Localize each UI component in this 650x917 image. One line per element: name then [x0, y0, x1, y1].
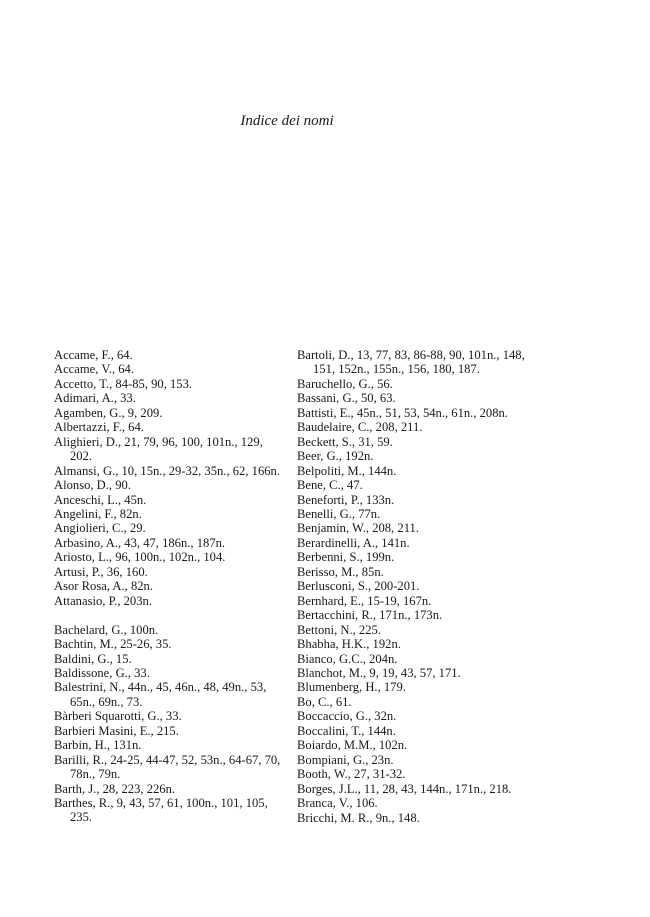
index-entry: Anceschi, L., 45n.	[54, 492, 147, 507]
index-entry: Bassani, G., 50, 63.	[297, 391, 396, 406]
index-entry: Arbasino, A., 43, 47, 186n., 187n.	[54, 535, 226, 550]
index-entry: Agamben, G., 9, 209.	[54, 405, 163, 420]
index-entry: Bachtin, M., 25-26, 35.	[54, 637, 172, 652]
index-entry: Borges, J.L., 11, 28, 43, 144n., 171n., 218.	[297, 781, 512, 796]
index-entry: Berlusconi, S., 200-201.	[297, 579, 420, 594]
index-entry: Baudelaire, C., 208, 211.	[297, 420, 423, 435]
index-entry: Battisti, E., 45n., 51, 53, 54n., 61n., 208n.	[297, 405, 508, 420]
index-entry: Baldissone, G., 33.	[54, 665, 150, 680]
index-entry: Bettoni, N., 225.	[297, 622, 381, 637]
index-entry: Belpoliti, M., 144n.	[297, 463, 397, 478]
index-entry: Attanasio, P., 203n.	[54, 593, 152, 608]
index-entry: Bene, C., 47.	[297, 478, 363, 493]
index-entry: Berardinelli, A., 141n.	[297, 535, 410, 550]
index-column-right	[297, 348, 527, 825]
index-entry: Bàrberi Squarotti, G., 33.	[54, 709, 182, 724]
index-entry: Baldini, G., 15.	[54, 651, 132, 666]
index-entry: Bhabha, H.K., 192n.	[297, 637, 401, 652]
index-entry: Benelli, G., 77n.	[297, 506, 381, 521]
index-entry: Ariosto, L., 96, 100n., 102n., 104.	[54, 550, 226, 565]
page-title: Indice dei nomi	[240, 113, 334, 129]
index-entry: Albertazzi, F., 64.	[54, 420, 144, 435]
index-entry: Artusi, P., 36, 160.	[54, 564, 148, 579]
index-entry: Beneforti, P., 133n.	[297, 492, 395, 507]
index-entry: Balestrini, N., 44n., 45, 46n., 48, 49n., 53, 65n., 69n., 73.	[54, 680, 267, 709]
index-entry: Accetto, T., 84-85, 90, 153.	[54, 376, 193, 391]
index-entry: Bertacchini, R., 171n., 173n.	[297, 608, 443, 623]
index-entry: Blumenberg, H., 179.	[297, 680, 406, 695]
index-entry: Asor Rosa, A., 82n.	[54, 579, 154, 594]
index-entry: Berbenni, S., 199n.	[297, 550, 395, 565]
index-entry: Benjamin, W., 208, 211.	[297, 521, 419, 536]
index-entry: Bianco, G.C., 204n.	[297, 651, 398, 666]
index-entry: Barilli, R., 24-25, 44-47, 52, 53n., 64-67, 70, 78n., 79n.	[54, 752, 281, 782]
index-entry: Bernhard, E., 15-19, 167n.	[297, 593, 432, 608]
index-entry: Boiardo, M.M., 102n.	[297, 738, 408, 753]
index-entry: Alonso, D., 90.	[54, 478, 131, 493]
index-entry: Accame, F., 64.	[54, 348, 133, 362]
index-entry: Bartoli, D., 13, 77, 83, 86-88, 90, 101n., 148, 151, 152n., 155n., 156, 180, 187.	[297, 348, 525, 377]
index-entry: Boccalini, T., 144n.	[297, 723, 396, 738]
index-column-left	[54, 348, 284, 825]
index-entry: Blanchot, M., 9, 19, 43, 57, 171.	[297, 665, 461, 680]
index-entry: Bompiani, G., 23n.	[297, 752, 394, 767]
index-entry: Barth, J., 28, 223, 226n.	[54, 781, 176, 796]
index-entry: Adimari, A., 33.	[54, 391, 136, 406]
index-entry: Angiolieri, C., 29.	[54, 521, 146, 536]
index-entry: Angelini, F., 82n.	[54, 506, 142, 521]
index-entry: Alighieri, D., 21, 79, 96, 100, 101n., 129, 202.	[54, 434, 263, 464]
index-entry: Baruchello, G., 56.	[297, 376, 393, 391]
index-entry: Booth, W., 27, 31-32.	[297, 767, 406, 782]
index-entry: Accame, V., 64.	[54, 362, 134, 377]
index-entry: Barbin, H., 131n.	[54, 738, 142, 753]
letter-section-gap	[54, 608, 284, 622]
index-entry: Barthes, R., 9, 43, 57, 61, 100n., 101, 105, 235.	[54, 796, 268, 825]
index-entry: Berisso, M., 85n.	[297, 564, 384, 579]
index-entry: Barbieri Masini, E., 215.	[54, 723, 179, 738]
index-entry: Beer, G., 192n.	[297, 449, 374, 464]
index-entry: Boccaccio, G., 32n.	[297, 709, 397, 724]
index-entry: Bo, C., 61.	[297, 694, 352, 709]
index-entry: Bachelard, G., 100n.	[54, 622, 159, 637]
index-entry: Beckett, S., 31, 59.	[297, 434, 393, 449]
index-entry: Bricchi, M. R., 9n., 148.	[297, 810, 420, 825]
index-entry: Almansi, G., 10, 15n., 29-32, 35n., 62, 166n.	[54, 463, 280, 478]
index-entry: Branca, V., 106.	[297, 796, 378, 811]
